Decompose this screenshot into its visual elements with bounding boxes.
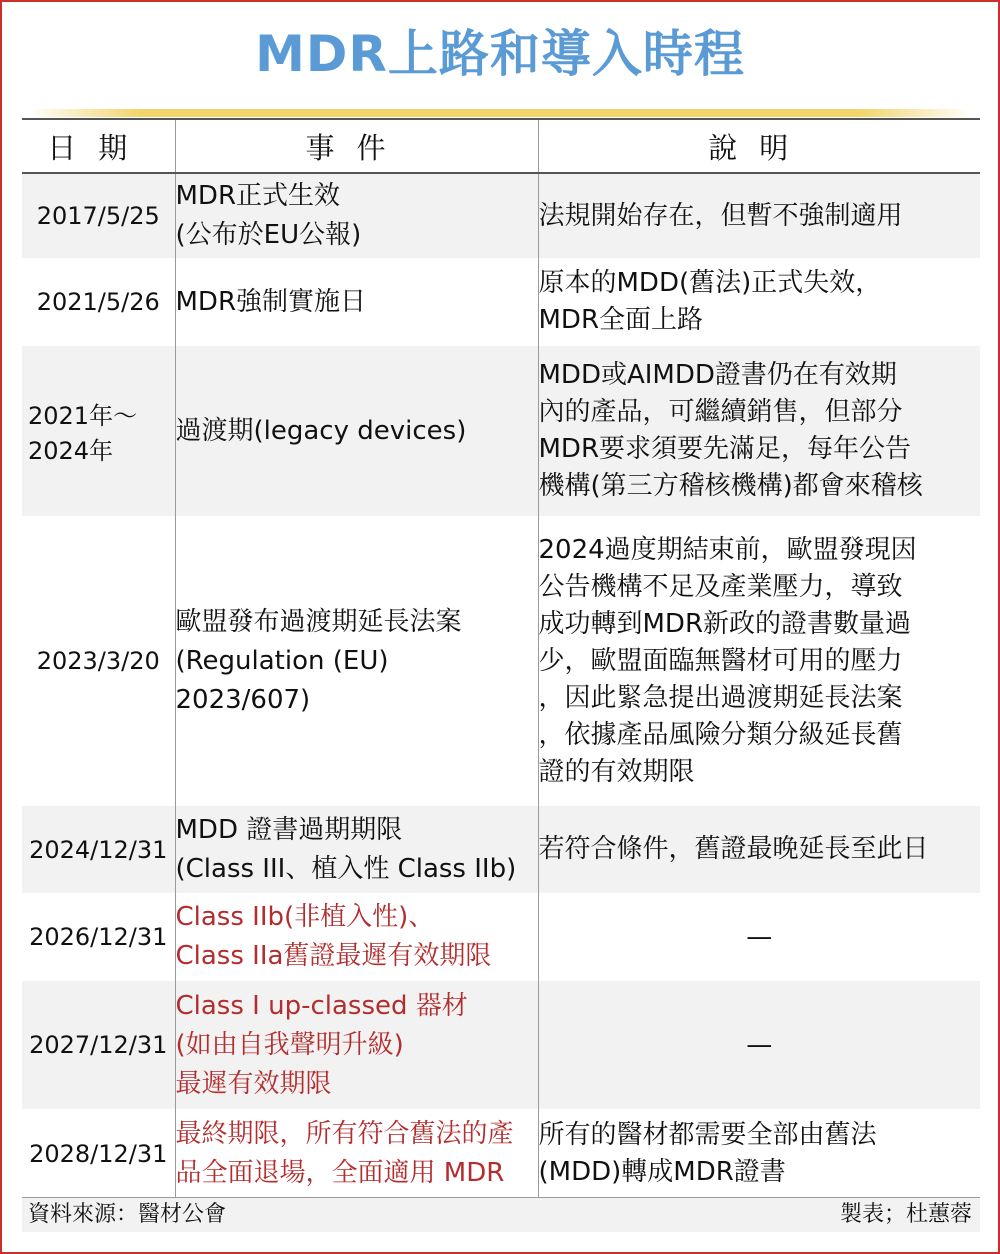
row-desc: — [538, 981, 980, 1109]
footer-bar [22, 1197, 980, 1232]
header-date: 日期 [22, 119, 175, 173]
row-date: 2021/5/26 [22, 258, 175, 346]
row-date: 2026/12/31 [22, 893, 175, 981]
row-event: 歐盟發布過渡期延長法案 (Regulation (EU) 2023/607) [175, 516, 538, 806]
title-underline [28, 109, 972, 117]
row-event: Class IIb(非植入性)、 Class IIa舊證最遲有效期限 [175, 893, 538, 981]
header-row [22, 119, 980, 173]
row-desc: — [538, 893, 980, 981]
row-date: 2027/12/31 [22, 981, 175, 1109]
maker-credit: 製表；杜蕙蓉 [839, 1202, 972, 1227]
table-row [22, 173, 980, 258]
row-date: 2024/12/31 [22, 806, 175, 893]
row-date: 2023/3/20 [22, 516, 175, 806]
row-event: Class I up-classed 器材 (如由自我聲明升級) 最遲有效期限 [175, 981, 538, 1109]
row-desc: 若符合條件，舊證最晚延長至此日 [538, 806, 980, 893]
row-date: 2021年～ 2024年 [22, 346, 175, 516]
source-credit: 資料來源：醫材公會 [28, 1202, 227, 1227]
row-event: MDR正式生效 (公布於EU公報) [175, 173, 538, 258]
row-desc: 2024過度期結束前，歐盟發現因 公告機構不足及產業壓力，導致 成功轉到MDR新政的證書數量過 少，歐盟面臨無醫材可用的壓力 ，因此緊急提出過渡期延長法案 ，依據產品風險分類分級延長舊 證的有效期限 [538, 516, 980, 806]
row-date: 2017/5/25 [22, 173, 175, 258]
row-event: MDD 證書過期期限 (Class III、植入性 Class IIb) [175, 806, 538, 893]
header-desc: 說明 [538, 119, 980, 173]
timeline-table [22, 118, 980, 1199]
row-event: MDR強制實施日 [175, 258, 538, 346]
header-event: 事件 [175, 119, 538, 173]
table-row [22, 346, 980, 516]
row-desc: MDD或AIMDD證書仍在有效期 內的產品，可繼續銷售，但部分 MDR要求須要先滿足，每年公告 機構(第三方稽核機構)都會來稽核 [538, 346, 980, 516]
page-title: MDR上路和導入時程 [255, 25, 745, 83]
row-date: 2028/12/31 [22, 1109, 175, 1199]
row-desc: 法規開始存在，但暫不強制適用 [538, 173, 980, 258]
table-row [22, 806, 980, 893]
row-desc: 所有的醫材都需要全部由舊法 (MDD)轉成MDR證書 [538, 1109, 980, 1199]
table-row [22, 1109, 980, 1199]
row-event: 最終期限，所有符合舊法的產 品全面退場，全面適用 MDR [175, 1109, 538, 1199]
table-row [22, 516, 980, 806]
table-row [22, 258, 980, 346]
row-event: 過渡期(legacy devices) [175, 346, 538, 516]
table-row [22, 893, 980, 981]
row-desc: 原本的MDD(舊法)正式失效， MDR全面上路 [538, 258, 980, 346]
table-row [22, 981, 980, 1109]
